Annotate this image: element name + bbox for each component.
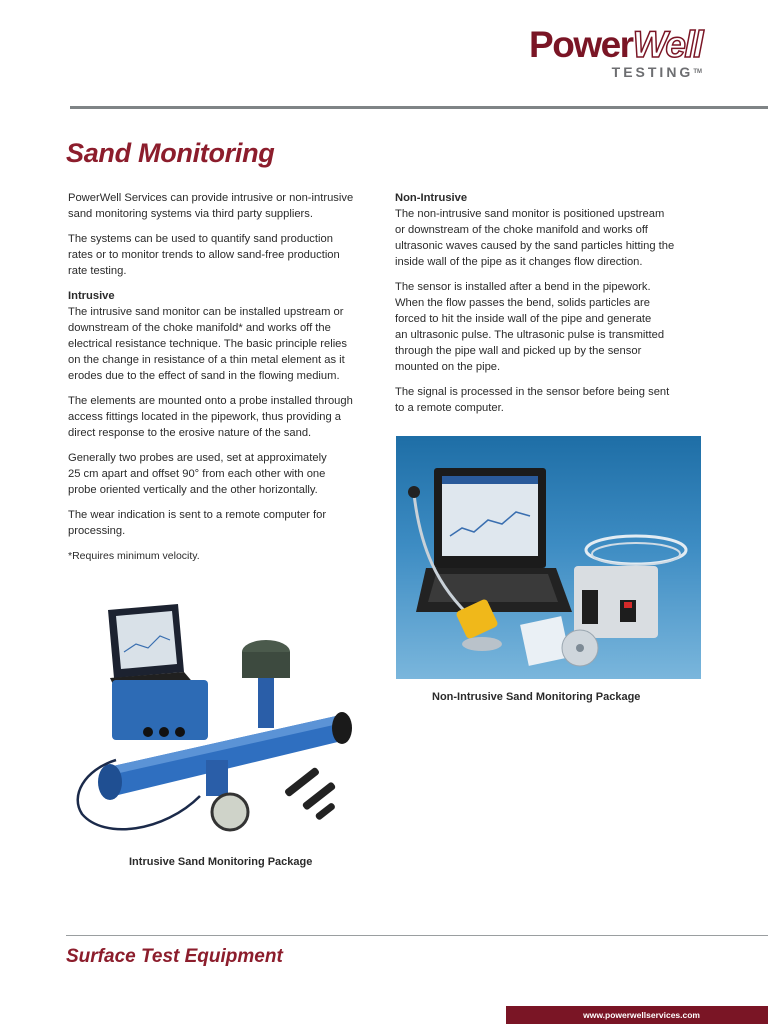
website-url-bar [506, 1006, 768, 1024]
laptop-screen [442, 476, 538, 556]
section-footer-title: Surface Test Equipment [66, 946, 283, 967]
spare-probe-1 [284, 767, 320, 798]
intrusive-package-photo [64, 600, 364, 840]
wear-paragraph: The wear indication is sent to a remote computer for processing. [68, 509, 327, 537]
pipe-flange-right [332, 712, 352, 744]
logo-well-text: Well [632, 24, 702, 65]
website-url[interactable]: www.powerwellservices.com [583, 1010, 700, 1020]
company-logo [529, 26, 702, 79]
logger-port-2 [159, 727, 169, 737]
logo-power-text: Power [529, 24, 633, 65]
non-intrusive-heading: Non-Intrusive [395, 192, 468, 204]
cd-hub [576, 644, 584, 652]
coiled-cable-inner [592, 543, 680, 565]
software-box [520, 616, 570, 666]
non-intrusive-package-photo [396, 436, 701, 679]
pressure-gauge [212, 794, 248, 830]
logo-subtitle [529, 65, 702, 79]
logo-wordmark [529, 26, 702, 64]
signal-paragraph: The signal is processed in the sensor before being sent to a remote computer. [395, 386, 670, 414]
unit-power-switch [624, 602, 632, 608]
footer-rule [66, 935, 768, 936]
non-intrusive-package-illustration [396, 436, 701, 679]
probes-paragraph: Generally two probes are used, set at approximately 25 cm apart and offset 90° from each other with one probe oriented vertically and the other horizontally. [68, 452, 327, 496]
sensor-clamp [462, 637, 502, 651]
probe-housing [242, 652, 290, 678]
header-rule [70, 106, 768, 109]
intro-paragraph: PowerWell Services can provide intrusive or non-intrusive sand monitoring systems via third party suppliers. [68, 192, 354, 220]
cable-connector [408, 486, 420, 498]
elements-paragraph: The elements are mounted onto a probe installed through access fittings located in the pipework, thus providing a direct response to the erosive nature of the sand. [68, 395, 353, 439]
logger-port-3 [175, 727, 185, 737]
non-intrusive-paragraph: The non-intrusive sand monitor is positioned upstream or downstream of the choke manifold and works off ultrasonic waves caused by the sand particles hitting the inside wall of the pipe as it changes flow direction. [395, 208, 675, 268]
logo-testing-text: TESTING [611, 64, 694, 80]
intrusive-paragraph: The intrusive sand monitor can be installed upstream or downstream of the choke manifold* and works off the electrical resistance technique. The basic principle relies on the change in resistance of a thin metal element as it erodes due to the effect of sand in the flowing medium. [68, 306, 347, 382]
intrusive-package-illustration [64, 600, 364, 840]
gauge-riser [206, 760, 228, 796]
sensor-paragraph: The sensor is installed after a bend in the pipework. When the flow passes the bend, solids particles are forced to hit the inside wall of the pipe and generate an ultrasonic pulse. The ultrasonic pulse is transmitted through the pipe wall and picked up by the sensor mounted on the pipe. [395, 281, 665, 373]
logger-port-1 [143, 727, 153, 737]
intrusive-caption: Intrusive Sand Monitoring Package [129, 856, 313, 868]
probe-riser [258, 678, 274, 728]
systems-paragraph: The systems can be used to quantify sand production rates or to monitor trends to allow sand-free production rate testing. [68, 233, 340, 277]
pipe-flange-left [98, 764, 122, 800]
footnote: *Requires minimum velocity. [68, 550, 200, 562]
right-column [395, 190, 695, 425]
unit-panel-left [582, 590, 598, 624]
logo-trademark: TM [693, 69, 702, 75]
page-title: Sand Monitoring [66, 138, 275, 168]
intrusive-heading: Intrusive [68, 290, 115, 302]
non-intrusive-caption: Non-Intrusive Sand Monitoring Package [432, 691, 641, 703]
screen-titlebar [442, 476, 538, 484]
left-column [68, 190, 368, 573]
laptop-screen [116, 611, 177, 669]
spare-probe-3 [314, 802, 336, 821]
